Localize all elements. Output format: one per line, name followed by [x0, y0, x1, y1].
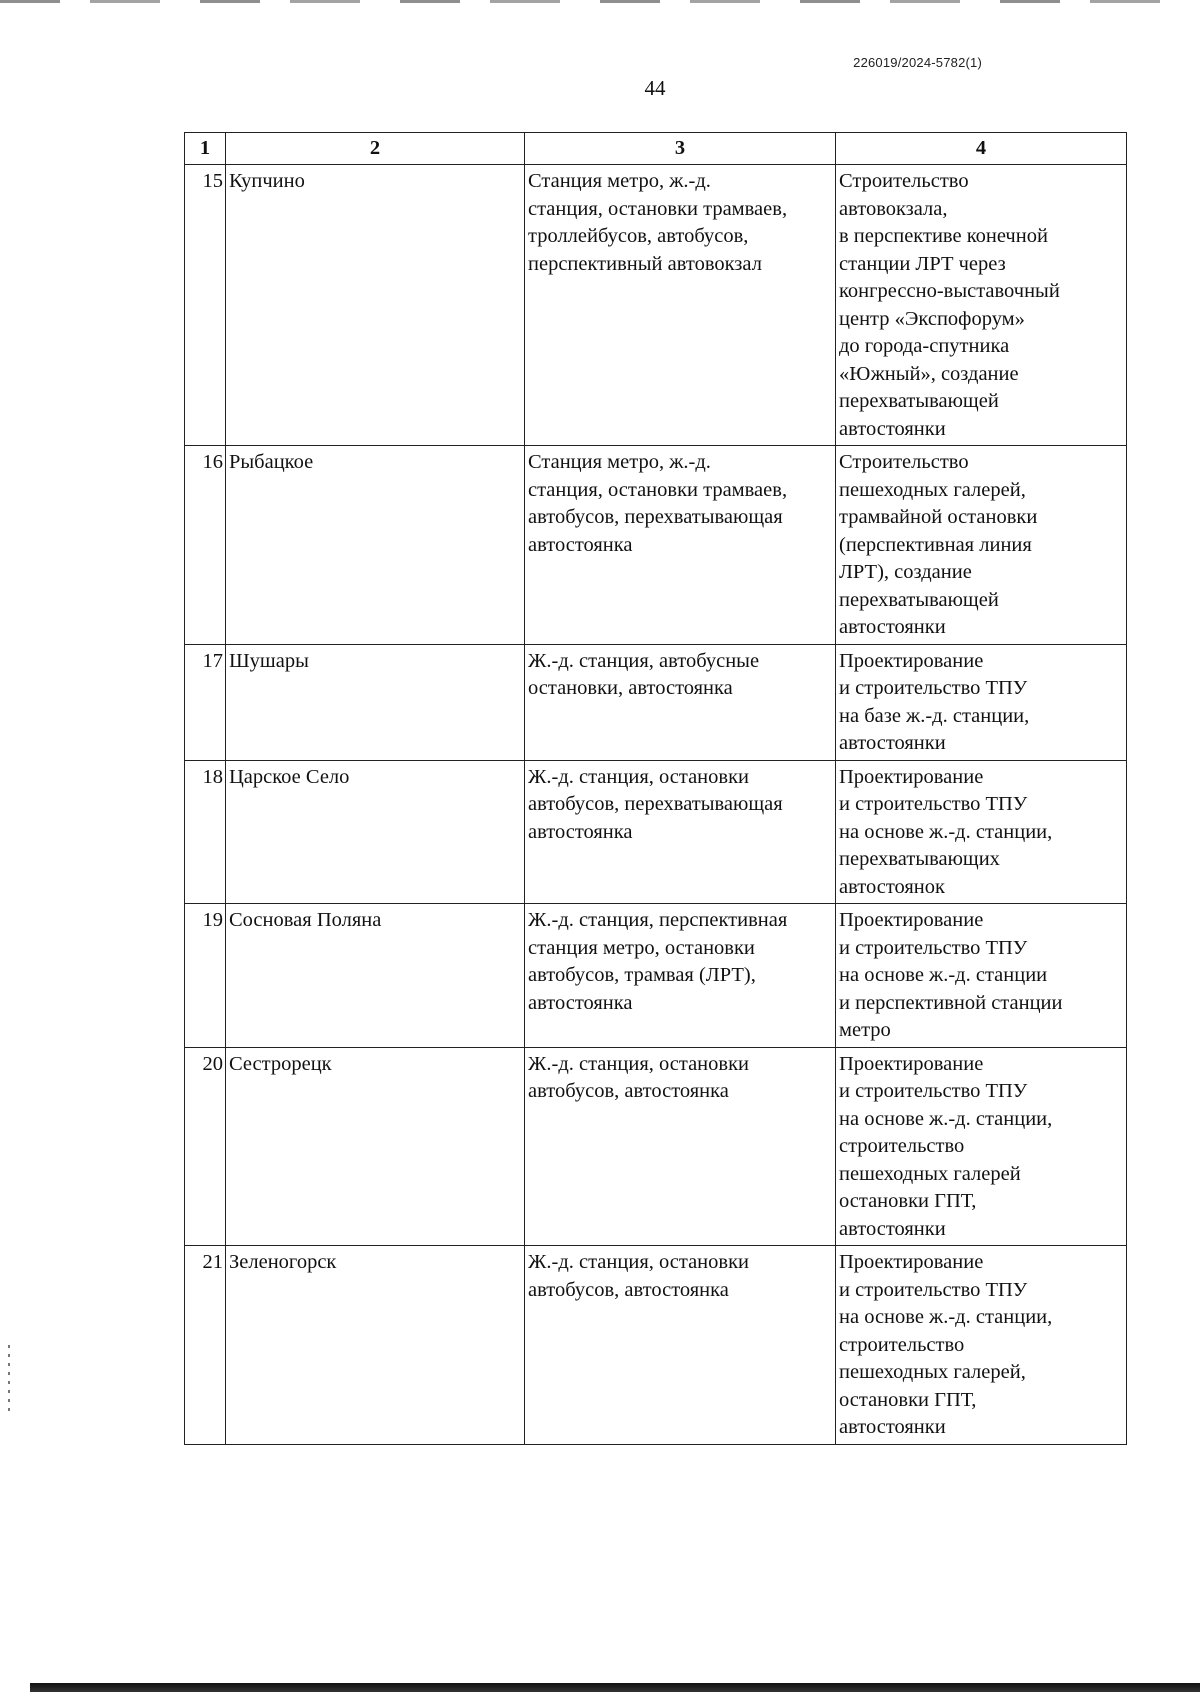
header-col-3: 3	[525, 133, 836, 165]
hub-name: Зеленогорск	[226, 1246, 525, 1445]
table-row	[185, 1047, 1127, 1246]
hub-infrastructure: Станция метро, ж.-д. станция, остановки трамваев, автобусов, перехватывающая автостоянка	[525, 446, 836, 645]
hub-name: Шушары	[226, 644, 525, 760]
hub-measures: Проектирование и строительство ТПУ на основе ж.-д. станции, строительство пешеходных галерей, остановки ГПТ, автостоянки	[836, 1246, 1127, 1445]
scan-edge-bottom	[30, 1683, 1200, 1692]
header-col-1: 1	[185, 133, 226, 165]
hub-measures: Строительство автовокзала, в перспективе конечной станции ЛРТ через конгрессно-выставочный центр «Экспофорум» до города-спутника «Южный», создание перехватывающей автостоянки	[836, 165, 1127, 446]
page-number: 44	[644, 76, 666, 100]
table-row	[185, 446, 1127, 645]
hub-name: Царское Село	[226, 760, 525, 904]
document-id: 226019/2024-5782(1)	[853, 55, 982, 70]
header-col-2: 2	[226, 133, 525, 165]
scan-edge-top	[0, 0, 1200, 3]
table-header-row	[185, 133, 1127, 165]
table-row	[185, 644, 1127, 760]
hub-name: Рыбацкое	[226, 446, 525, 645]
hub-measures: Проектирование и строительство ТПУ на основе ж.-д. станции, перехватывающих автостоянок	[836, 760, 1127, 904]
hub-infrastructure: Ж.-д. станция, перспективная станция метро, остановки автобусов, трамвая (ЛРТ), автостоянка	[525, 904, 836, 1048]
hub-name: Сосновая Поляна	[226, 904, 525, 1048]
hub-measures: Проектирование и строительство ТПУ на основе ж.-д. станции, строительство пешеходных галерей остановки ГПТ, автостоянки	[836, 1047, 1127, 1246]
row-number: 15	[185, 165, 226, 446]
row-number: 18	[185, 760, 226, 904]
scan-speckle	[8, 1345, 10, 1415]
table-row	[185, 904, 1127, 1048]
header-col-4: 4	[836, 133, 1127, 165]
table-row	[185, 760, 1127, 904]
row-number: 16	[185, 446, 226, 645]
row-number: 20	[185, 1047, 226, 1246]
hub-measures: Проектирование и строительство ТПУ на основе ж.-д. станции и перспективной станции метро	[836, 904, 1127, 1048]
hub-name: Сестрорецк	[226, 1047, 525, 1246]
hub-infrastructure: Ж.-д. станция, остановки автобусов, автостоянка	[525, 1246, 836, 1445]
hub-infrastructure: Ж.-д. станция, остановки автобусов, перехватывающая автостоянка	[525, 760, 836, 904]
row-number: 21	[185, 1246, 226, 1445]
row-number: 19	[185, 904, 226, 1048]
row-number: 17	[185, 644, 226, 760]
hub-infrastructure: Станция метро, ж.-д. станция, остановки трамваев, троллейбусов, автобусов, перспективный автовокзал	[525, 165, 836, 446]
hub-measures: Строительство пешеходных галерей, трамвайной остановки (перспективная линия ЛРТ), создание перехватывающей автостоянки	[836, 446, 1127, 645]
table-row	[185, 1246, 1127, 1445]
hub-measures: Проектирование и строительство ТПУ на базе ж.-д. станции, автостоянки	[836, 644, 1127, 760]
hub-infrastructure: Ж.-д. станция, остановки автобусов, автостоянка	[525, 1047, 836, 1246]
document-table	[184, 132, 1127, 1445]
table-row	[185, 165, 1127, 446]
hub-infrastructure: Ж.-д. станция, автобусные остановки, автостоянка	[525, 644, 836, 760]
hub-name: Купчино	[226, 165, 525, 446]
